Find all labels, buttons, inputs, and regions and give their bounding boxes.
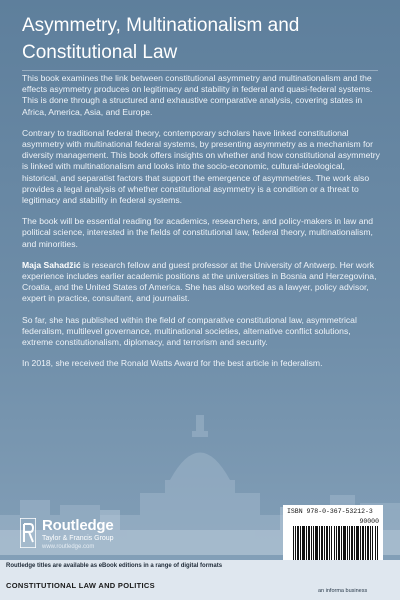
author-bio: is research fellow and guest professor at the University of Antwerp. Her work experience includes earlier academic positions at the universities in Bosnia and Herzegovina, Croatia, and the United States of America. She has also worked as a lawyer, policy advisor, expert in practice, consultant, and journalist. (22, 259, 377, 304)
blurb-paragraph-2: Contrary to traditional federal theory, contemporary scholars have linked constitutional asymmetry with multinational federal systems, by presenting asymmetry as a mechanism for diversity management. This book offers insights on whether and how constitutional asymmetry is linked with multinationalism and looks into the socio-economic, cultural-ideological, historical, and separatist factors that support the emergence of asymmetries. The work also provides a legal analysis of whether constitutional asymmetry is a condition or a threat to legitimacy and stability in federal systems. (22, 127, 380, 206)
blurb-paragraph-3: The book will be essential reading for academics, researchers, and policy-makers in law and political science, interested in the fields of constitutional law, federal theory, multinationalism, and minorities. (22, 216, 374, 249)
series-name: CONSTITUTIONAL LAW AND POLITICS (6, 581, 155, 590)
isbn-text: ISBN 978-0-367-53212-3 (287, 508, 373, 515)
book-title: Asymmetry, Multinationalism and Constitutional Law (22, 15, 300, 63)
blurb-paragraph-1: This book examines the link between constitutional asymmetry and multinationalism and the effects asymmetry produces on legitimacy and stability in federal and quasi-federal systems. This is done through a structured and exhaustive comparative analysis, covering states in Africa, America, Asia, and Europe. (22, 73, 373, 117)
publisher-text (42, 518, 114, 551)
ebook-note: Routledge titles are available as eBook editions in a range of digital formats (6, 563, 223, 569)
blurb (22, 73, 380, 379)
award-paragraph: In 2018, she received the Ronald Watts Award for the best article in federalism. (22, 358, 323, 369)
price-code: 90000 (359, 518, 379, 525)
publisher-url: www.routledge.com (42, 544, 95, 550)
author-name: Maja Sahadžić (22, 259, 81, 270)
author-bio-paragraph (22, 260, 380, 305)
routledge-logo-icon (20, 518, 36, 548)
publications-paragraph: So far, she has published within the field of comparative constitutional law, asymmetrical federalism, multilevel governance, multinational societies, alternative conflict solutions, extreme constitutionalism, diplomacy, and terrorism and security. (22, 314, 357, 348)
publisher-name: Routledge (42, 517, 114, 534)
title-divider (22, 70, 378, 71)
publisher-group: Taylor & Francis Group (42, 535, 114, 542)
publisher-logo (20, 518, 130, 552)
informa-tagline: an informa business (318, 588, 368, 594)
